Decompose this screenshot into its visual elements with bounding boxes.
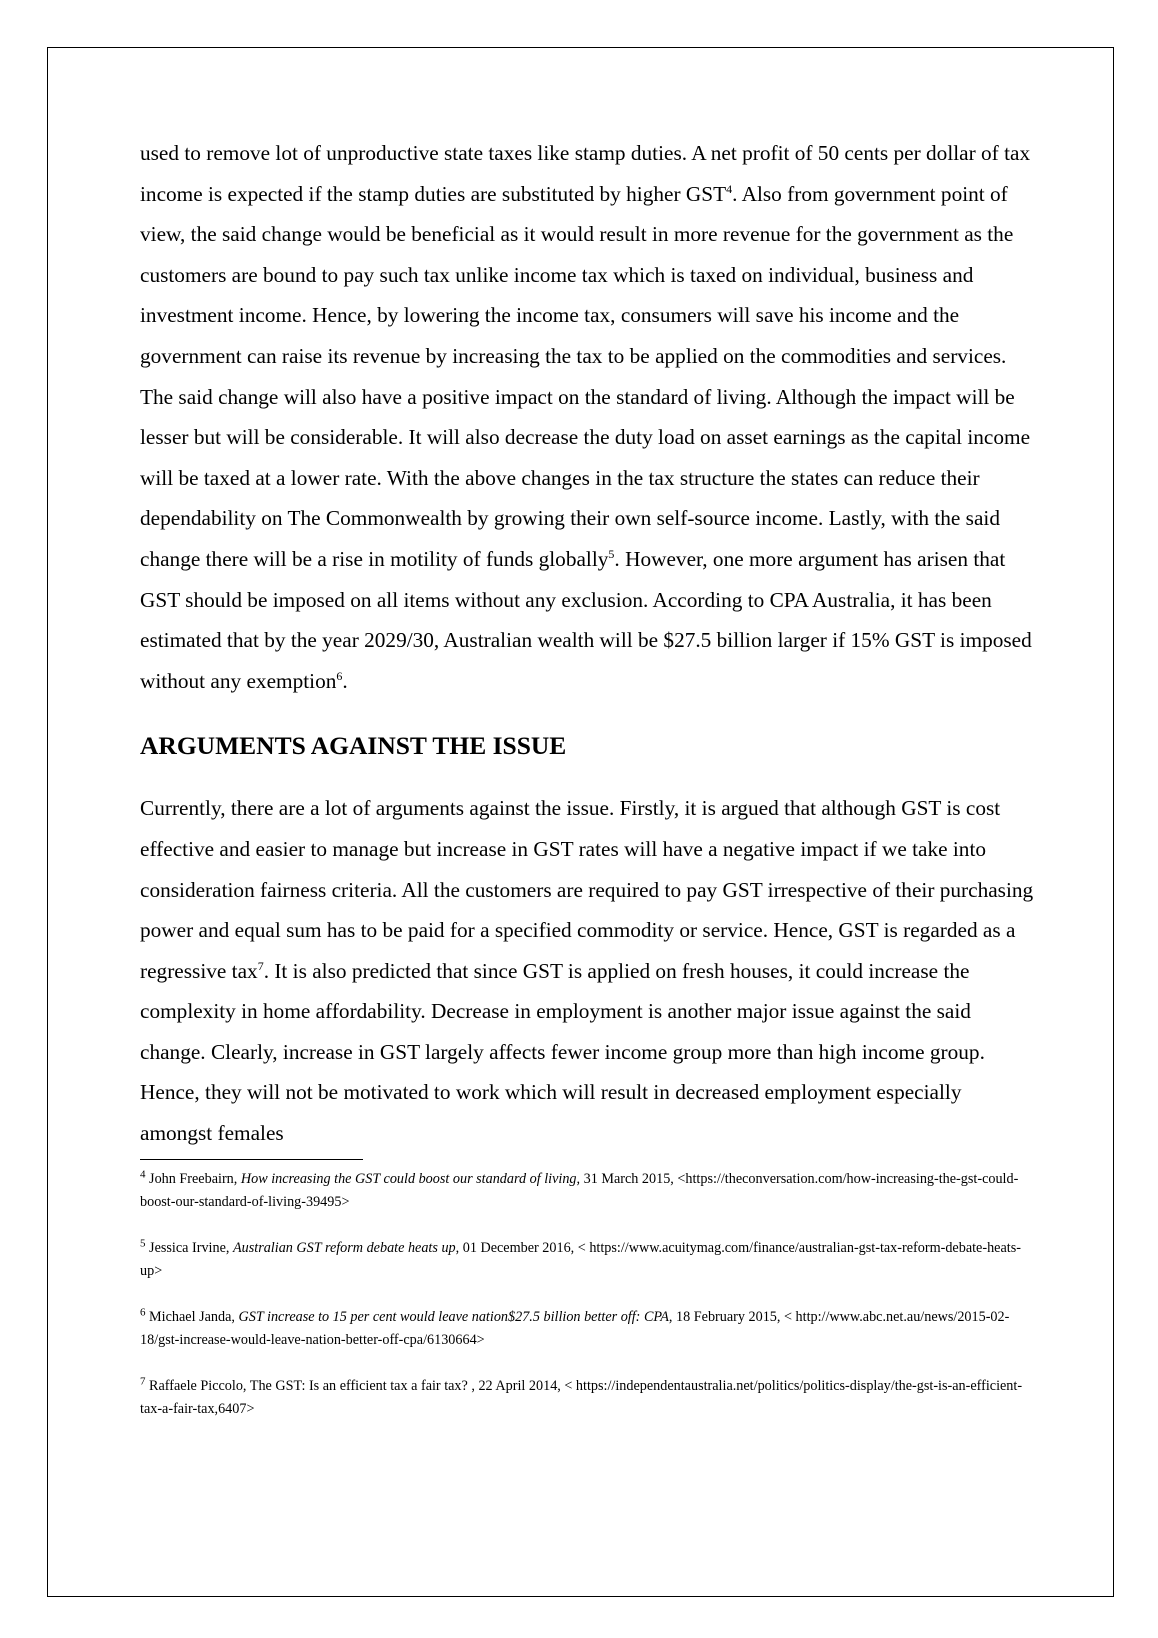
paragraph-text: . It is also predicted that since GST is applied on fresh houses, it could increase the complexity in home affordability. Decrease in employment is another major issue against the said change. Clearly, increase in GST largely affects fewer income group more than high income group. Hence, they will not be motivated to work which will result in decreased employment especially amongst females: [140, 958, 985, 1146]
footnote-details: , 01 December 2016, < https://www.acuitymag.com/finance/australian-gst-tax-reform-debate-heats-up>: [140, 1239, 1021, 1280]
footnote-7: [140, 1375, 1035, 1422]
footnote-title: GST increase to 15 per cent would leave nation$27.5 billion better off: CPA: [238, 1308, 669, 1325]
footnote-title: How increasing the GST could boost our standard of living,: [240, 1170, 581, 1187]
footnote-number: 7: [140, 1374, 146, 1387]
footnote-ref-6[interactable]: 6: [336, 668, 343, 683]
footnote-author: Michael Janda,: [145, 1308, 239, 1325]
footnote-5: [140, 1237, 1035, 1284]
paragraph-text: Currently, there are a lot of arguments against the issue. Firstly, it is argued that although GST is cost effective and easier to manage but increase in GST rates will have a negative impact if we take into consideration fairness criteria. All the customers are required to pay GST irrespective of their purchasing power and equal sum has to be paid for a specified commodity or service. Hence, GST is regarded as a regressive tax: [140, 796, 1034, 983]
footnote-6: [140, 1306, 1035, 1353]
body-paragraph-1: [140, 133, 1035, 701]
paragraph-text: .: [342, 668, 348, 693]
footnote-number: 4: [140, 1167, 146, 1180]
footnote-separator: [140, 1159, 363, 1160]
footnote-details: , 18 February 2015, < http://www.abc.net.au/news/2015-02-18/gst-increase-would-leave-nation-better-off-cpa/6130664>: [140, 1308, 1010, 1349]
footnotes-section: [140, 1168, 1035, 1422]
footnote-ref-5[interactable]: 5: [608, 546, 615, 561]
footnote-title: Australian GST reform debate heats up: [232, 1239, 456, 1256]
section-heading: ARGUMENTS AGAINST THE ISSUE: [140, 731, 567, 761]
footnote-4: [140, 1168, 1035, 1215]
paragraph-text: . Also from government point of view, the said change would be beneficial as it would result in more revenue for the government as the customers are bound to pay such tax unlike income tax which is taxed on individual, business and investment income. Hence, by lowering the income tax, consumers will save his income and the government can raise its revenue by increasing the tax to be applied on the commodities and services. The said change will also have a positive impact on the standard of living. Although the impact will be lesser but will be considerable. It will also decrease the duty load on asset earnings as the capital income will be taxed at a lower rate. With the above changes in the tax structure the states can reduce their dependability on The Commonwealth by growing their own self-source income. Lastly, with the said change there will be a rise in motility of funds globally: [140, 181, 1031, 571]
paragraph-text: used to remove lot of unproductive state taxes like stamp duties. A net profit of 50 cents per dollar of tax income is expected if the stamp duties are substituted by higher GST: [140, 141, 1031, 206]
paragraph-text: . However, one more argument has arisen that GST should be imposed on all items without any exclusion. According to CPA Australia, it has been estimated that by the year 2029/30, Australian wealth will be $27.5 billion larger if 15% GST is imposed without any exemption: [140, 546, 1032, 693]
footnote-number: 5: [140, 1236, 146, 1249]
body-paragraph-2: [140, 788, 1035, 1153]
page-content: [140, 133, 1035, 1444]
footnote-author: Raffaele Piccolo, The GST: Is an efficient tax a fair tax? , 22 April 2014, < https://independentaustralia.net/politics/politics-display/the-gst-is-an-efficient-tax-a-fair-tax,6407>: [140, 1377, 1023, 1418]
footnote-details: 31 March 2015, <https://theconversation.com/how-increasing-the-gst-could-boost-our-standard-of-living-39495>: [140, 1170, 1019, 1211]
footnote-ref-7[interactable]: 7: [257, 958, 264, 973]
footnote-author: Jessica Irvine,: [145, 1239, 233, 1256]
footnote-number: 6: [140, 1305, 146, 1318]
footnote-author: John Freebairn,: [145, 1170, 241, 1187]
footnote-ref-4[interactable]: 4: [726, 181, 733, 196]
